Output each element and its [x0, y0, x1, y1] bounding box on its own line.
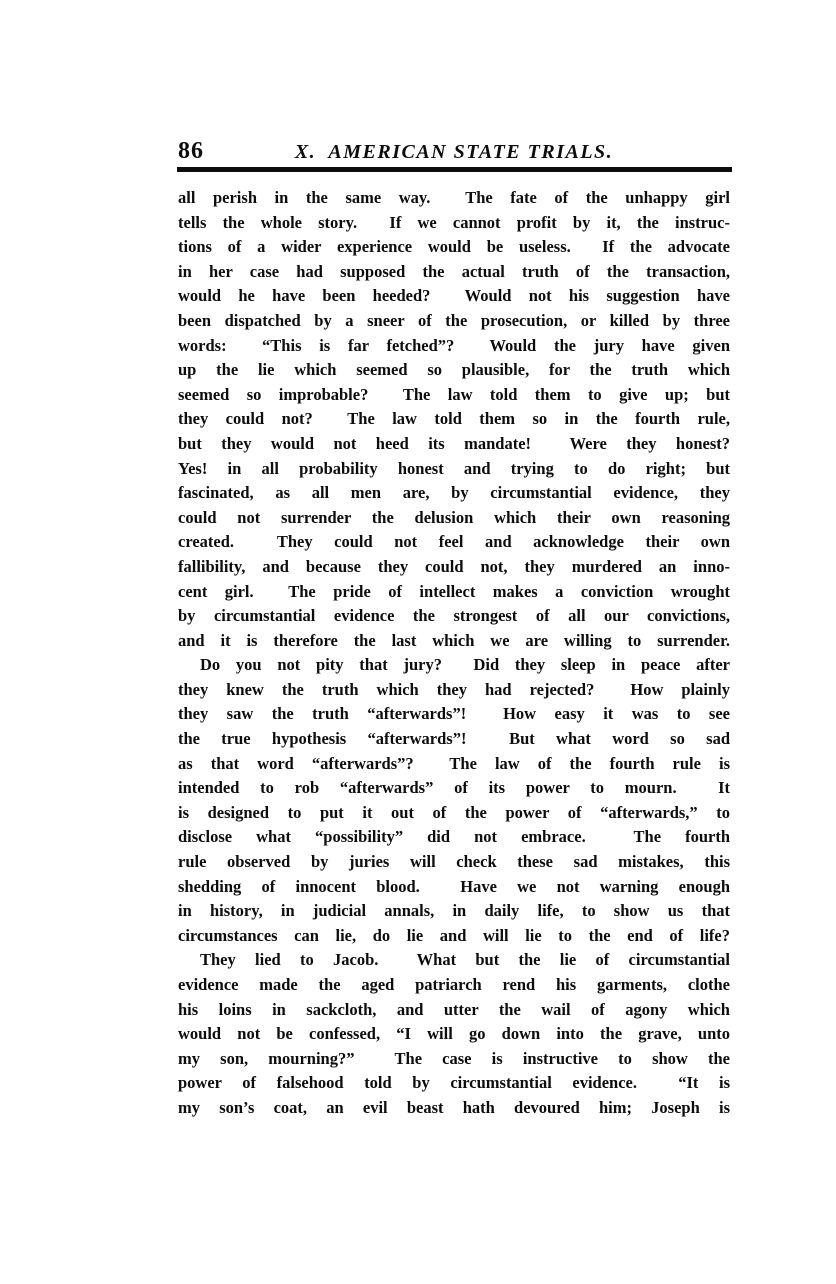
page-body — [178, 186, 730, 1121]
running-title: X. AMERICAN STATE TRIALS. — [294, 141, 614, 163]
text-line: would not be confessed, “I will go down into the grave, unto — [178, 1024, 730, 1044]
text-line: They lied to Jacob. What but the lie of circumstantial — [200, 950, 730, 970]
text-line: my son’s coat, an evil beast hath devoured him; Joseph is — [178, 1097, 730, 1117]
header-rule — [177, 167, 732, 172]
text-line: cent girl. The pride of intellect makes a conviction wrought — [178, 581, 730, 601]
text-line: shedding of innocent blood. Have we not warning enough — [178, 876, 730, 896]
text-line: disclose what “possibility” did not embrace. The fourth — [178, 827, 730, 847]
text-line: words: “This is far fetched”? Would the jury have given — [178, 335, 730, 355]
text-line: intended to rob “afterwards” of its power to mourn. It — [178, 778, 730, 798]
text-line: tells the whole story. If we cannot profit by it, the instruc- — [178, 212, 730, 232]
text-line: rule observed by juries will check these sad mistakes, this — [178, 852, 730, 872]
text-line: as that word “afterwards”? The law of the fourth rule is — [178, 753, 730, 773]
text-line: and it is therefore the last which we are willing to surrender. — [178, 630, 730, 650]
text-line: tions of a wider experience would be useless. If the advocate — [178, 237, 730, 257]
text-line: but they would not heed its mandate! Were they honest? — [178, 433, 730, 453]
text-line: in history, in judicial annals, in daily life, to show us that — [178, 901, 730, 921]
text-line: been dispatched by a sneer of the prosecution, or killed by three — [178, 310, 730, 330]
text-line: power of falsehood told by circumstantial evidence. “It is — [178, 1073, 730, 1093]
text-line: in her case had supposed the actual truth of the transaction, — [178, 261, 730, 281]
text-line: created. They could not feel and acknowledge their own — [178, 532, 730, 552]
text-line: the true hypothesis “afterwards”! But what word so sad — [178, 729, 730, 749]
text-line: they saw the truth “afterwards”! How easy it was to see — [178, 704, 730, 724]
text-line: they knew the truth which they had rejected? How plainly — [178, 679, 730, 699]
text-line: Yes! in all probability honest and trying to do right; but — [178, 458, 730, 478]
text-line: seemed so improbable? The law told them to give up; but — [178, 384, 730, 404]
text-line: would he have been heeded? Would not his suggestion have — [178, 286, 730, 306]
text-line: Do you not pity that jury? Did they sleep in peace after — [200, 655, 730, 675]
text-line: all perish in the same way. The fate of the unhappy girl — [178, 188, 730, 207]
page-header — [178, 138, 730, 166]
text-line: up the lie which seemed so plausible, for the truth which — [178, 360, 730, 380]
text-line: fallibility, and because they could not, they murdered an inno- — [178, 556, 730, 576]
text-line: by circumstantial evidence the strongest of all our convictions, — [178, 606, 730, 626]
text-line: evidence made the aged patriarch rend his garments, clothe — [178, 975, 730, 994]
text-line: fascinated, as all men are, by circumstantial evidence, they — [178, 483, 730, 503]
text-line: could not surrender the delusion which their own reasoning — [178, 507, 730, 527]
text-line: circumstances can lie, do lie and will lie to the end of life? — [178, 925, 730, 945]
text-line: they could not? The law told them so in the fourth rule, — [178, 409, 730, 429]
text-line: is designed to put it out of the power of “afterwards,” to — [178, 802, 730, 822]
text-line: his loins in sackcloth, and utter the wail of agony which — [178, 999, 730, 1019]
page-number: 86 — [178, 138, 204, 164]
text-line: my son, mourning?” The case is instructive to show the — [178, 1048, 730, 1068]
